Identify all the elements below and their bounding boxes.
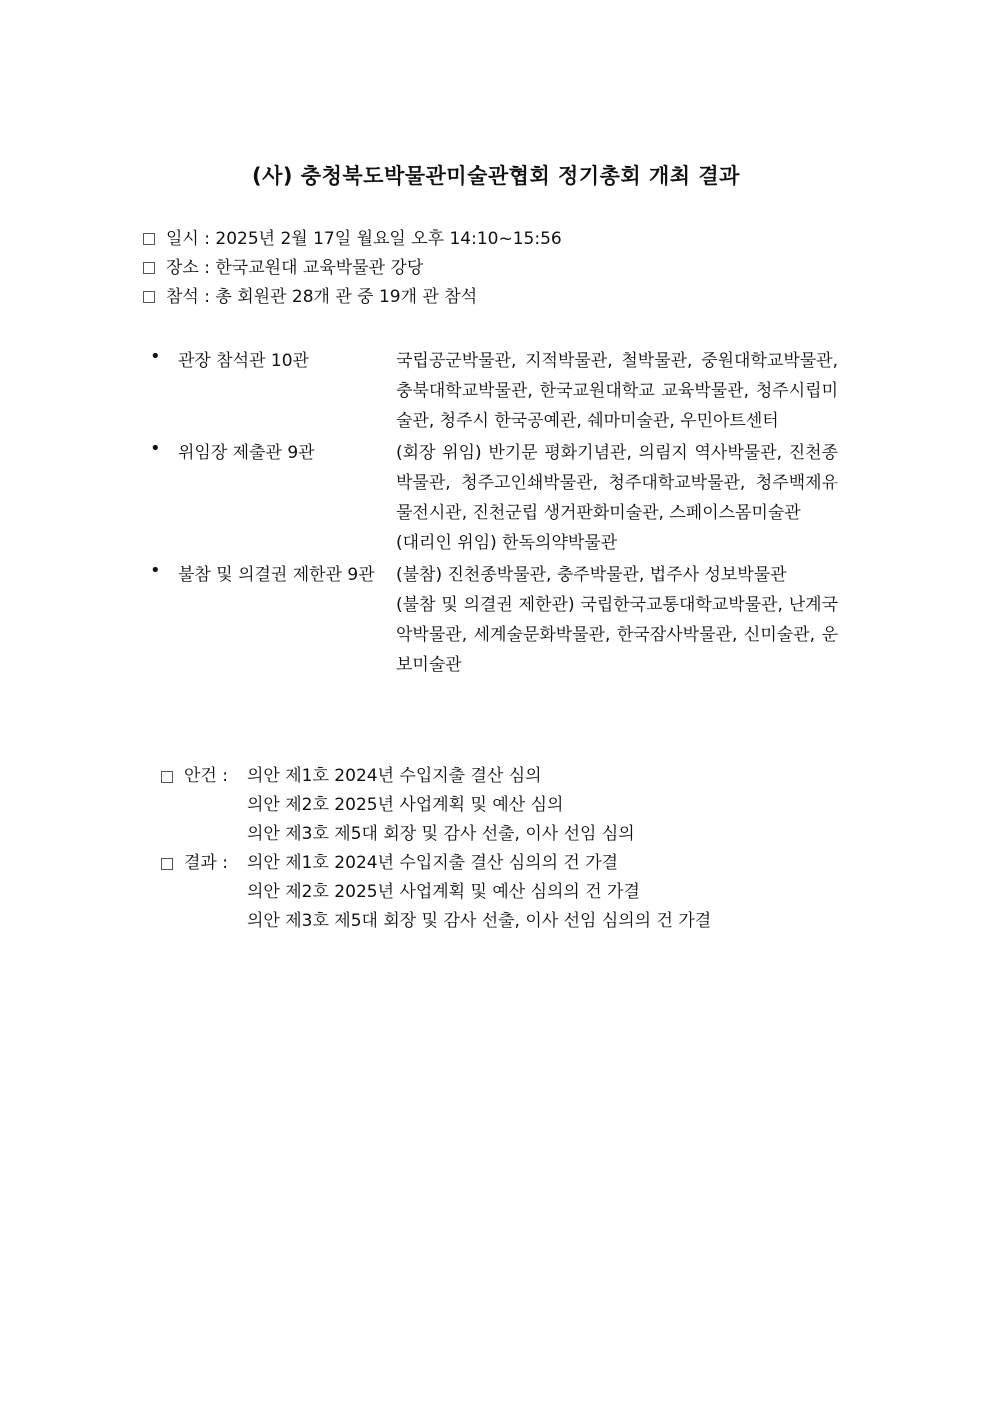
agenda-section	[161, 762, 711, 936]
info-attendance-row	[143, 282, 562, 311]
bullet-icon: •	[150, 560, 161, 581]
bullet-icon: •	[150, 346, 161, 367]
info-attendance: 참석 : 총 회원관 28개 관 중 19개 관 참석	[166, 286, 478, 307]
attendance-row-proxy	[150, 438, 850, 558]
result-item: 의안 제2호 2025년 사업계획 및 예산 심의의 건 가결	[247, 882, 640, 902]
info-date-row	[143, 224, 562, 253]
attendance-list	[150, 346, 850, 682]
info-place-row	[143, 253, 562, 282]
info-date: 일시 : 2025년 2월 17일 월요일 오후 14:10~15:56	[166, 228, 562, 249]
agenda-items	[247, 762, 635, 849]
meeting-info	[143, 224, 562, 311]
agenda-head: 안건 :	[184, 766, 228, 786]
attendance-label: 위임장 제출관 9관	[178, 443, 315, 463]
result-head: 결과 :	[184, 853, 228, 873]
attendance-members-line: (불참) 진천종박물관, 충주박물관, 법주사 성보박물관	[396, 565, 787, 585]
attendance-label: 관장 참석관 10관	[178, 351, 309, 371]
agenda-item: 의안 제1호 2024년 수입지출 결산 심의	[247, 766, 542, 786]
checkbox-icon	[143, 291, 155, 303]
checkbox-icon	[143, 262, 155, 274]
attendance-members	[396, 560, 838, 680]
attendance-members-line: (대리인 위임) 한독의약박물관	[396, 533, 618, 553]
document-title: (사) 충청북도박물관미술관협회 정기총회 개최 결과	[252, 164, 740, 188]
attendance-members-line: 국립공군박물관, 지적박물관, 철박물관, 중원대학교박물관, 충북대학교박물관, 한국교원대학교 교육박물관, 청주시립미술관, 청주시 한국공예관, 쉐마미술관, 우민아트센터	[396, 351, 838, 431]
result-items	[247, 849, 711, 936]
info-place: 장소 : 한국교원대 교육박물관 강당	[166, 257, 424, 278]
attendance-members-line: (불참 및 의결권 제한관) 국립한국교통대학교박물관, 난계국악박물관, 세계술문화박물관, 한국잠사박물관, 신미술관, 운보미술관	[396, 595, 838, 675]
agenda-item: 의안 제3호 제5대 회장 및 감사 선출, 이사 선임 심의	[247, 824, 635, 844]
agenda-item: 의안 제2호 2025년 사업계획 및 예산 심의	[247, 795, 564, 815]
attendance-members	[396, 438, 838, 558]
attendance-row-present	[150, 346, 850, 436]
agenda-block	[161, 762, 711, 849]
attendance-row-absent	[150, 560, 850, 680]
attendance-members-line: (회장 위임) 반기문 평화기념관, 의림지 역사박물관, 진천종박물관, 청주고인쇄박물관, 청주대학교박물관, 청주백제유물전시관, 진천군립 생거판화미술관, 스페이스몸미술관	[396, 443, 838, 523]
checkbox-icon	[161, 858, 173, 870]
attendance-label: 불참 및 의결권 제한관 9관	[178, 565, 375, 585]
bullet-icon: •	[150, 438, 161, 459]
result-item: 의안 제3호 제5대 회장 및 감사 선출, 이사 선임 심의의 건 가결	[247, 911, 712, 931]
checkbox-icon	[143, 233, 155, 245]
result-block	[161, 849, 711, 936]
checkbox-icon	[161, 771, 173, 783]
result-item: 의안 제1호 2024년 수입지출 결산 심의의 건 가결	[247, 853, 619, 873]
attendance-members	[396, 346, 838, 436]
